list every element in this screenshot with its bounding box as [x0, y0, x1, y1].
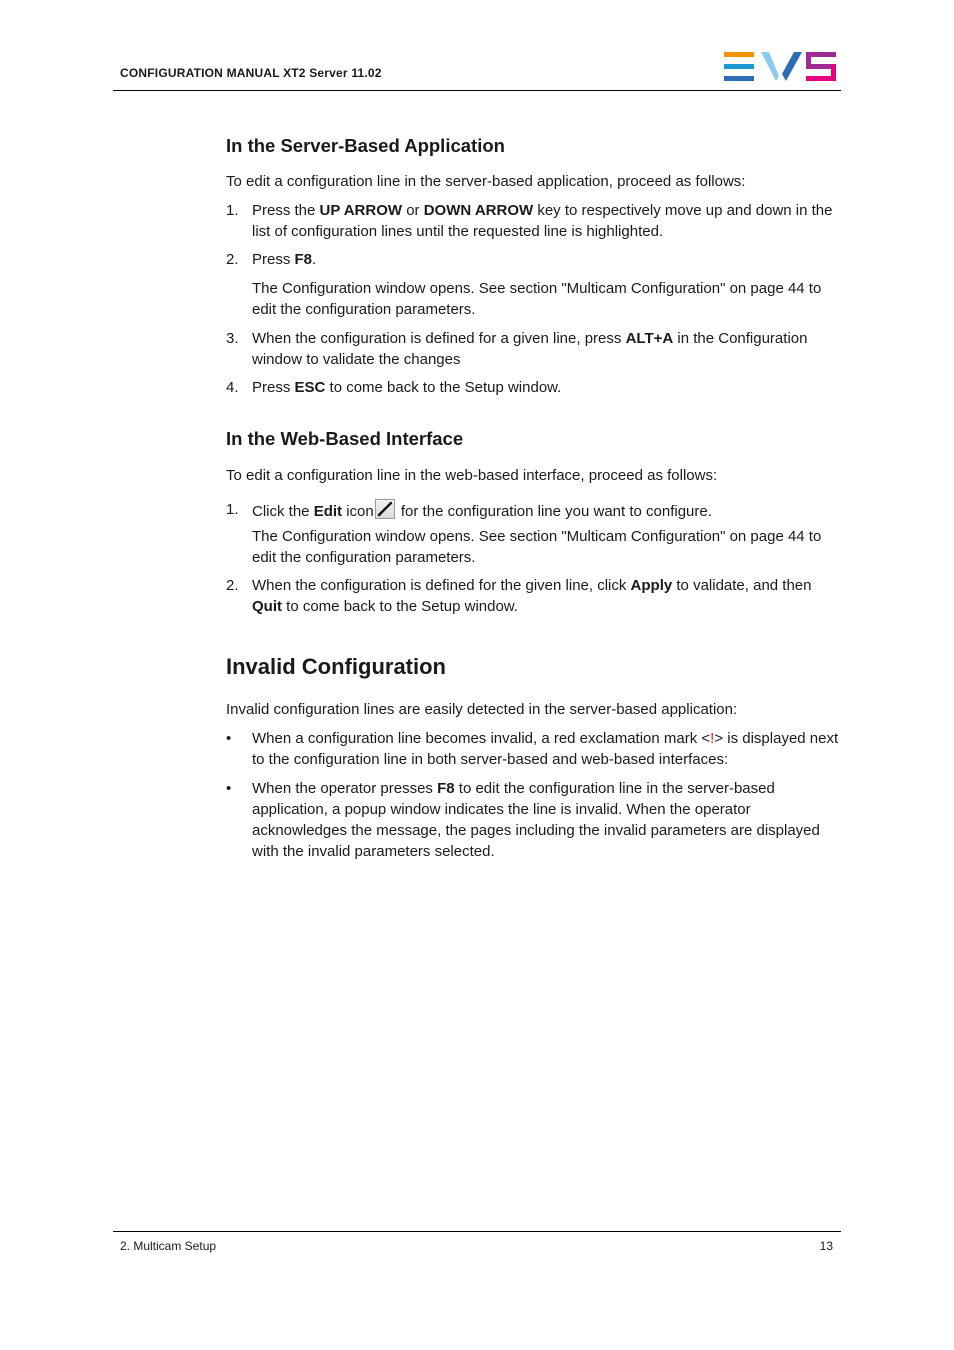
header-rule — [113, 90, 841, 91]
key-up-arrow: UP ARROW — [319, 202, 403, 219]
bullet-marker: • — [226, 730, 232, 747]
running-header-title: CONFIGURATION MANUAL XT2 Server 11.02 — [120, 66, 382, 80]
web-step-1-note: The Configuration window opens. See section "Multicam Configuration" on page 44 to edit the configuration parameters. — [252, 528, 822, 566]
footer-rule — [113, 1231, 841, 1232]
exclamation-mark: ! — [710, 730, 715, 747]
server-step-2-note: The Configuration window opens. See section "Multicam Configuration" on page 44 to edit the configuration parameters. — [252, 280, 822, 318]
bullet-marker: • — [226, 780, 232, 797]
quit-label: Quit — [252, 598, 282, 615]
server-intro: To edit a configuration line in the server-based application, proceed as follows: — [226, 173, 746, 190]
section-heading-web: In the Web-Based Interface — [226, 428, 464, 449]
footer-chapter: 2. Multicam Setup — [120, 1239, 217, 1253]
page-number: 13 — [819, 1239, 833, 1253]
web-intro: To edit a configuration line in the web-based interface, proceed as follows: — [226, 467, 718, 484]
key-f8: F8 — [437, 780, 455, 797]
section-heading-server: In the Server-Based Application — [226, 135, 505, 156]
key-esc: ESC — [294, 379, 326, 396]
section-heading-invalid: Invalid Configuration — [226, 654, 446, 679]
key-down-arrow: DOWN ARROW — [423, 202, 534, 219]
pencil-icon — [375, 499, 395, 519]
evs-logo — [724, 52, 836, 82]
key-alt-a: ALT+A — [625, 330, 674, 347]
invalid-intro: Invalid configuration lines are easily detected in the server-based application: — [226, 701, 738, 718]
edit-label: Edit — [313, 503, 343, 520]
key-f8: F8 — [294, 251, 313, 268]
apply-label: Apply — [630, 577, 673, 594]
